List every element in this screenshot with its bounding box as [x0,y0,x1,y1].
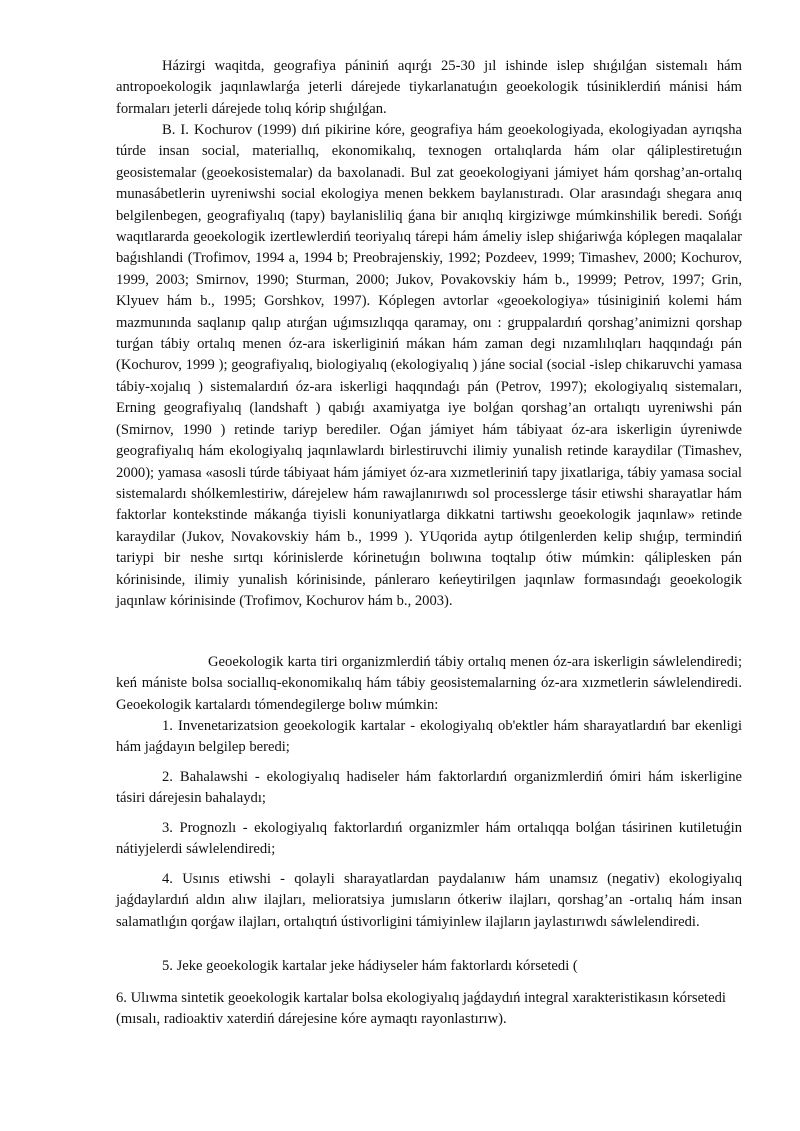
list-item-6: 6. Ulıwma sintetik geoekologik kartalar bolsa ekologiyalıq jaǵdaydıń integral xarakteristikasın kórsetedi (mısalı, radioaktiv xaterdiń dárejesine kóre aymaqtı rayonlastırıw). [116,990,726,1028]
paragraph-kochurov: B. I. Kochurov (1999) dıń pikirine kóre, geografiya hám geoekologiyada, ekologiyadan ayrıqsha túrde insan social, materiallıq, ekonomikalıq, texnogen ortalıqlarda hám olar qáliplestiretuǵın geosistemalar (geoekosistemalar) da baxolanadi. Bul zat geoekologiyani jámiyet hám qorshag’an-ortalıq munasábetlerin uyreniwshi social ekologiya menen bekkem baylanıstıradı. Olar arasındaǵı shegara anıq belgilenbegen, geografiyalıq (tapy) baylanisliliq ǵana bir anıqlıq kirgiziwge múmkinshilik beredi. Sońǵı waqıtlararda geoekologik izertlewlerdiń teoriyalıq tárepi hám ámeliy islep shiǵariwǵa kóplegen maqalalar baǵıshlandi (Trofimov, 1994 a, 1994 b; Preobrajenskiy, 1992; Pozdeev, 1999; Timashev, 2000; Kochurov, 1999, 2003; Smirnov, 1990; Sturman, 2000; Jukov, Povakovskiy hám b., 19999; Petrov, 1997; Grin, Klyuev hám b., 1995; Gorshkov, 1997). Kóplegen avtorlar «geoekologiya» túsiniginiń kolemi hám mazmunında saqlanıp qalıp atırǵan uǵımsızlıqqa qaramay, onı : gruppalardıń qorshag’animizni qorshap turǵan tábiy ortalıq menen óz-ara iskerliginiń mákan hám zaman degi nızamlılıqları haqqındaǵı pán (Kochurov, 1999 ); geografiyalıq, biologiyalıq (ekologiyalıq ) jáne social (social -islep chikaruvchi yamasa tábiy-xojalıq ) sistemalardıń óz-ara iskerligi haqqındaǵı pán (Petrov, 1997); ekologiyalıq sistemaları, Erning geografiyalıq (landshaft ) qabıǵı axamiyatga iye bolǵan qorshag’an ortalıqtı uyreniwshi pán (Smirnov, 1990 ) retinde tariyp berediler. Oǵan jámiyet hám tábiyaat óz-ara iskerligin úyreniwde geografiyalıq hám ekologiyalıq jaqınlawlardı birlestiruvchi ilimiy yunalish retinde karaydilar (Timashev, 2000); yamasa «asosli túrde tábiyaat hám jámiyet óz-ara xızmetleriniń tapy jixatlariga, tábiy yamasa social sistemalardı shólkemlestiriw, dárejelew hám rawajlanırıwdı sol processlerge tásir etiwshi sharayatlar hám faktorlar kontekstinde mákanǵa tiyisli konuniyatlarga dikkatni tartiwshı geoekologik jaqınlaw» retinde karaydilar (Jukov, Novakovskiy hám b., 1999 ). YUqorida aytıp ótilgenlerden kelip shıǵıp, termindiń tariypi bir neshe sırtqı kórinislerde kórinetuǵın bolıwına toqtalıp ótiw múmkin: qáliplesken pán kórinisinde, ilimiy yunalish kórinisinde, pánleraro keńeytirilgen jaqınlaw formasındaǵı geoekologik jaqınlaw kórinisinde (Trofimov, Kochurov hám b., 2003). [116,122,742,609]
paragraph-geoecologic-map: Geoekologik karta tiri organizmlerdiń tábiy ortalıq menen óz-ara iskerligin sáwlelendiredi; keń mániste bolsa sociallıq-ekonomikalıq hám tábiy geosistemalarning óz-ara xızmetlerin sáwlelendiredi. Geoekologik kartalardı tómendegilerge bolıw múmkin: [116,654,742,713]
paragraph-intro: Házirgi waqitda, geografiya pániniń aqırǵı 25-30 jıl ishinde islep shıǵılǵan sistemalı hám antropoekologik jaqınlawlarǵa jeterli dárejede tiykarlanatuǵın geoekologik túsiniklerdiń mánisi hám formaları jeterli dárejede tolıq kórip shıǵılǵan. [116,58,742,117]
list-item-1: 1. Invenetarizatsion geoekologik kartalar - ekologiyalıq ob'ektler hám sharayatlardıń bar ekenligi hám jaǵdayın belgilep beredi; [116,718,742,756]
list-item-5: 5. Jeke geoekologik kartalar jeke hádiyseler hám faktorlardı kórsetedi ( [162,958,578,974]
list-item-3: 3. Prognozlı - ekologiyalıq faktorlardıń organizmler hám ortalıqqa bolǵan tásirinen kutiletuǵin nátiyjelerdi sáwlelendiredi; [116,820,742,858]
list-item-2: 2. Bahalawshi - ekologiyalıq hadiseler hám faktorlardıń organizmlerdiń ómiri hám iskerligine tásiri dárejesin bahalaydı; [116,769,742,807]
list-item-4: 4. Usınıs etiwshi - qolayli sharayatlardan paydalanıw hám unamsız (negativ) ekologiyalıq jaǵdaylardıń aldın alıw ilajları, melioratsiya jumısların ótkeriw ilajları, qorshag’an -ortalıq hám insan salamatlıǵın qorǵaw ilajları, ortalıqtıń ústivorligini támiyinlew ilajların jaylastırıwdı sáwlelendiredi. [116,871,742,930]
